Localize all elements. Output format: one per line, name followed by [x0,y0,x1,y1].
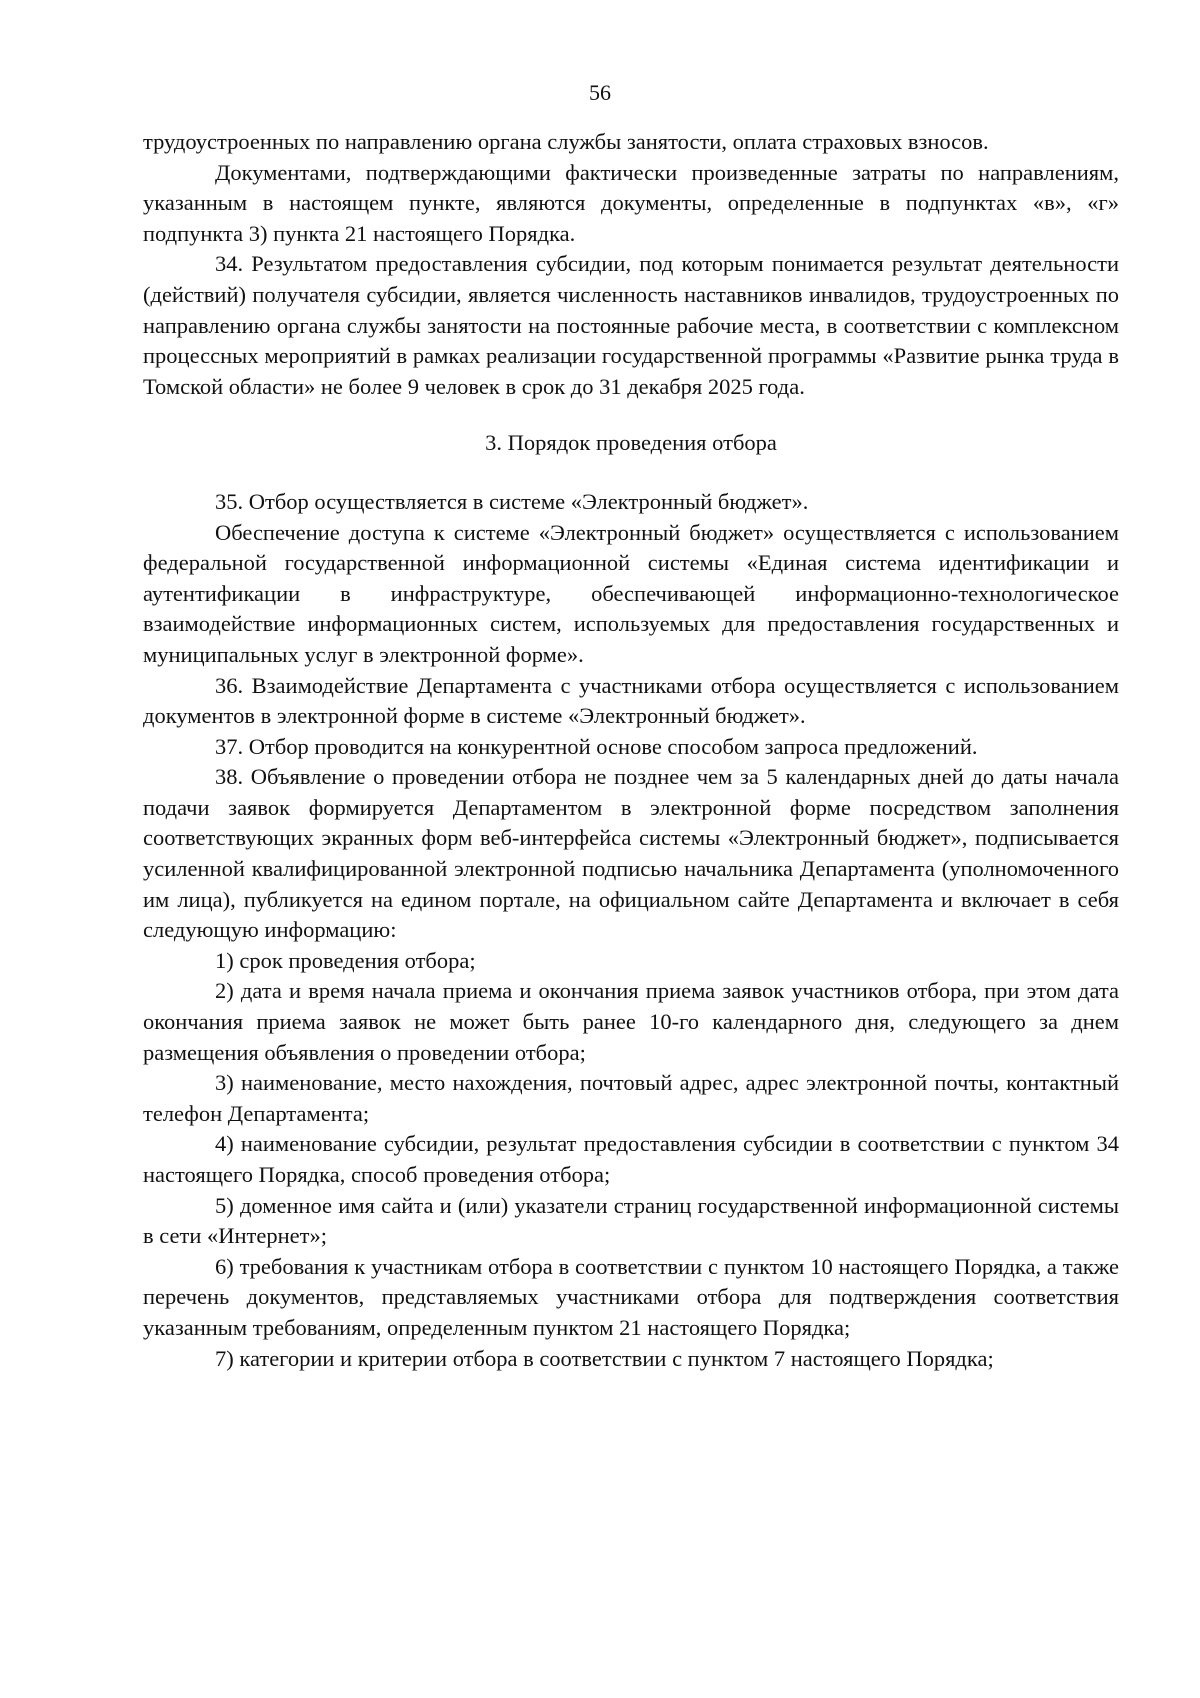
paragraph-item-37: 37. Отбор проводится на конкурентной основе способом запроса предложений. [215,733,978,759]
page-number: 56 [589,80,611,105]
document-body [143,127,1119,1374]
paragraph-expense-documents: Документами, подтверждающими фактически произведенные затраты по направлениям, указанным в настоящем пункте, являются документы, определенные в подпунктах «в», «г» подпункта 3) пункта 21 настоящего Порядка. [143,159,1119,246]
list-item-7: 7) категории и критерии отбора в соответствии с пунктом 7 настоящего Порядка; [215,1345,994,1371]
paragraph-continuation: трудоустроенных по направлению органа службы занятости, оплата страховых взносов. [143,129,989,154]
list-item-4: 4) наименование субсидии, результат предоставления субсидии в соответствии с пунктом 34 настоящего Порядка, способ проведения отбора; [143,1131,1119,1187]
list-item-1: 1) срок проведения отбора; [215,947,476,973]
list-item-3: 3) наименование, место нахождения, почтовый адрес, адрес электронной почты, контактный телефон Департамента; [143,1070,1119,1126]
paragraph-item-38: 38. Объявление о проведении отбора не позднее чем за 5 календарных дней до даты начала подачи заявок формируется Департаментом в электронной форме посредством заполнения соответствующих экранных форм веб-интерфейса системы «Электронный бюджет», подписывается усиленной квалифицированной электронной подписью начальника Департамента (уполномоченного им лица), публикуется на едином портале, на официальном сайте Департамента и включает в себя следующую информацию: [143,764,1119,943]
list-item-6: 6) требования к участникам отбора в соответствии с пунктом 10 настоящего Порядка, а также перечень документов, представляемых участниками отбора для подтверждения соответствия указанным требованиям, определенным пунктом 21 настоящего Порядка; [143,1253,1119,1340]
list-item-2: 2) дата и время начала приема и окончания приема заявок участников отбора, при этом дата окончания приема заявок не может быть ранее 10-го календарного дня, следующего за днем размещения объявления о проведении отбора; [143,978,1119,1065]
paragraph-item-36: 36. Взаимодействие Департамента с участниками отбора осуществляется с использованием документов в электронной форме в системе «Электронный бюджет». [143,672,1119,729]
list-item-5: 5) доменное имя сайта и (или) указатели страниц государственной информационной системы в сети «Интернет»; [143,1192,1119,1249]
paragraph-system-access: Обеспечение доступа к системе «Электронный бюджет» осуществляется с использованием федеральной государственной информационной системы «Единая система идентификации и аутентификации в инфраструктуре, обеспечивающей информационно-технологическое взаимодействие информационных систем, используемых для предоставления государственных и муниципальных услуг в электронной форме». [143,519,1119,667]
section-heading: 3. Порядок проведения отбора [485,430,777,456]
paragraph-item-35: 35. Отбор осуществляется в системе «Электронный бюджет». [215,488,809,514]
paragraph-item-34: 34. Результатом предоставления субсидии, под которым понимается результат деятельности (действий) получателя субсидии, является численность наставников инвалидов, трудоустроенных по направлению органа службы занятости на постоянные рабочие места, в соответствии с комплексном процессных мероприятий в рамках реализации государственной программы «Развитие рынка труда в Томской области» не более 9 человек в срок до 31 декабря 2025 года. [143,251,1119,399]
